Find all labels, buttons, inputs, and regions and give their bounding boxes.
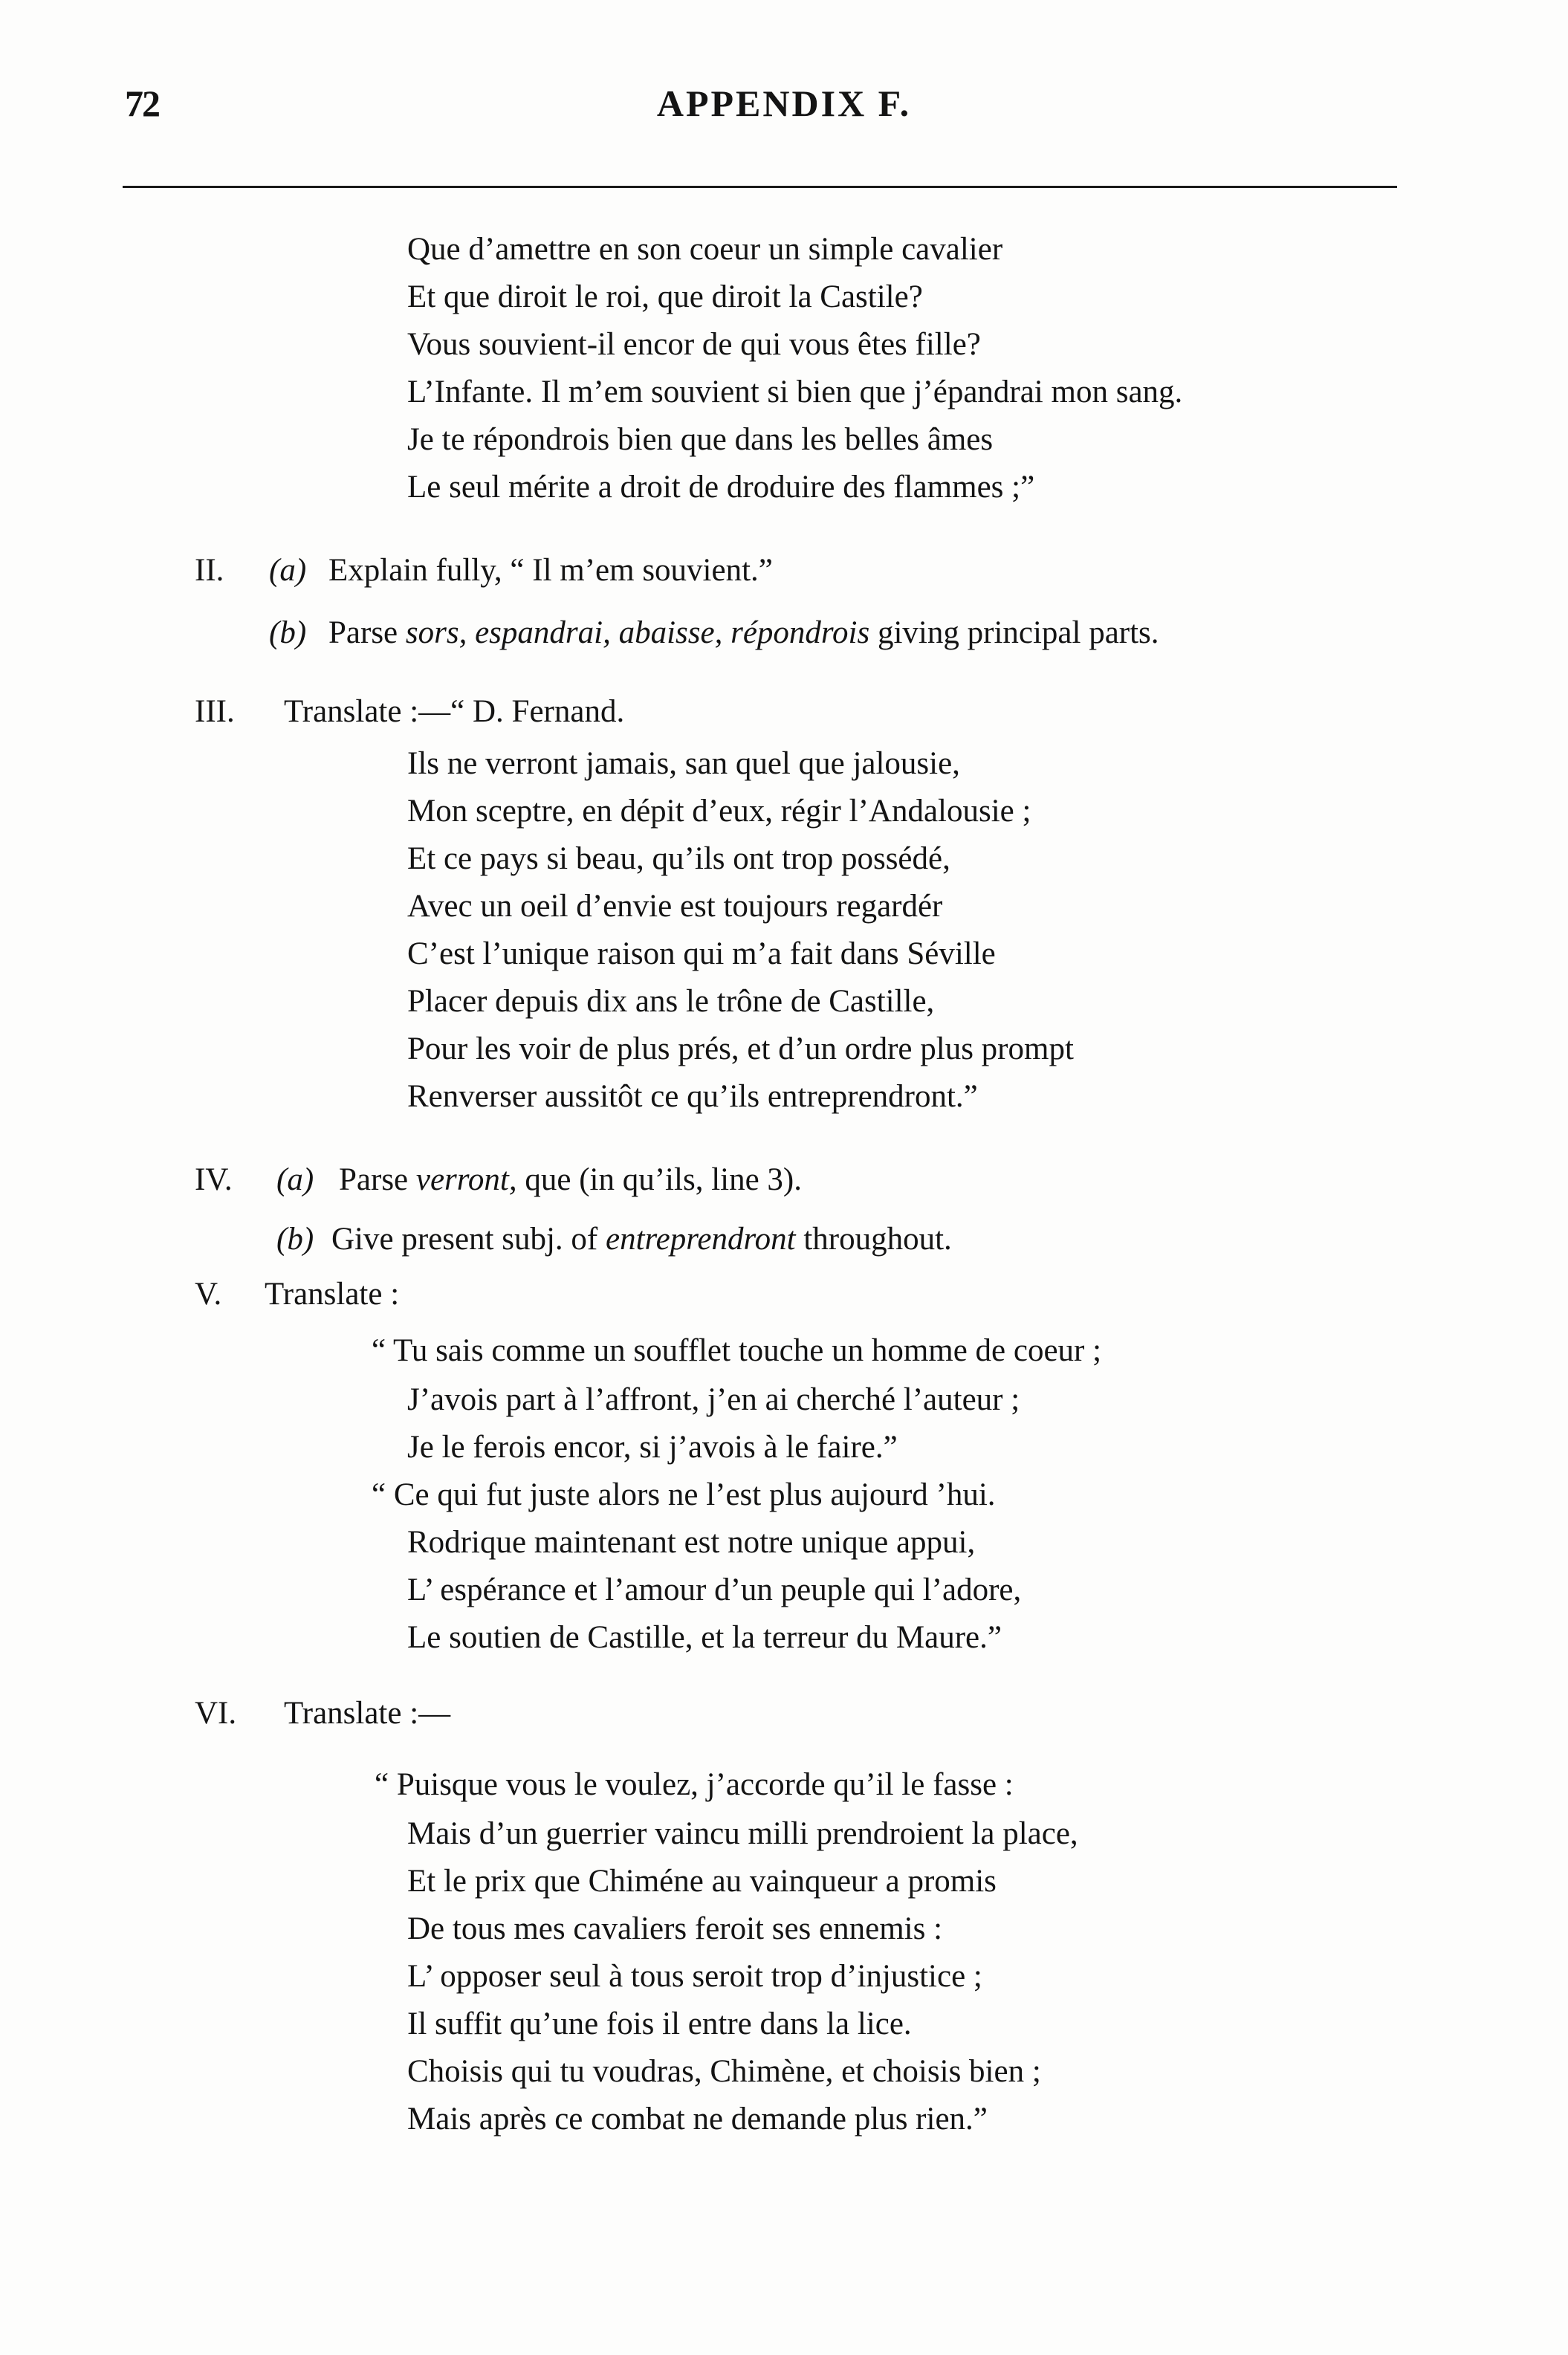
verse-line: Mais après ce combat ne demande plus rien.” bbox=[407, 2102, 988, 2137]
verse-line: “ Puisque vous le voulez, j’accorde qu’il le fasse : bbox=[375, 1767, 1014, 1802]
sub-label: (b) bbox=[276, 1222, 314, 1257]
verse-line: Et que diroit le roi, que diroit la Castile? bbox=[407, 279, 923, 314]
verse-line: Placer depuis dix ans le trône de Castille, bbox=[407, 984, 935, 1019]
verse-line: Pour les voir de plus prés, et d’un ordre plus prompt bbox=[407, 1031, 1074, 1066]
verse-line: C’est l’unique raison qui m’a fait dans Séville bbox=[407, 936, 996, 971]
verse-line: L’ espérance et l’amour d’un peuple qui l’adore, bbox=[407, 1572, 1022, 1607]
question-number: IV. bbox=[195, 1162, 233, 1197]
verse-line: L’Infante. Il m’em souvient si bien que j’épandrai mon sang. bbox=[407, 375, 1183, 409]
verse-line: Avec un oeil d’envie est toujours regardér bbox=[407, 889, 943, 924]
text-fragment: Parse bbox=[339, 1162, 409, 1197]
verse-line: Que d’amettre en son coeur un simple cavalier bbox=[407, 232, 1003, 267]
header-rule bbox=[123, 186, 1397, 188]
verse-line: Choisis qui tu voudras, Chimène, et choisis bien ; bbox=[407, 2054, 1041, 2089]
question-text: Explain fully, “ Il m’em souvient.” bbox=[328, 553, 773, 588]
verse-line: Rodrique maintenant est notre unique appui, bbox=[407, 1525, 976, 1560]
question-intro: Translate :— bbox=[284, 1696, 451, 1731]
running-head: APPENDIX F. bbox=[656, 82, 912, 124]
question-number: III. bbox=[195, 694, 235, 729]
verse-line: Je le ferois encor, si j’avois à le faire.” bbox=[407, 1430, 898, 1465]
verse-line: Je te répondrois bien que dans les belles âmes bbox=[407, 422, 994, 457]
verse-line: Et ce pays si beau, qu’ils ont trop possédé, bbox=[407, 841, 950, 876]
verse-line: Vous souvient-il encor de qui vous êtes fille? bbox=[407, 327, 981, 362]
verse-line: “ Ce qui fut juste alors ne l’est plus aujourd ’hui. bbox=[372, 1477, 996, 1512]
text-fragment: throughout. bbox=[803, 1222, 952, 1257]
verse-line: Mais d’un guerrier vaincu milli prendroient la place, bbox=[407, 1816, 1078, 1851]
sub-label: (a) bbox=[269, 553, 307, 588]
verse-line: Le soutien de Castille, et la terreur du Maure.” bbox=[407, 1620, 1002, 1655]
verse-line: Le seul mérite a droit de droduire des flammes ;” bbox=[407, 470, 1035, 505]
parse-word: entreprendront bbox=[606, 1222, 796, 1257]
question-number: II. bbox=[195, 553, 224, 588]
question-number: VI. bbox=[195, 1696, 237, 1731]
question-intro: Translate :—“ D. Fernand. bbox=[284, 694, 625, 729]
verse-line: Mon sceptre, en dépit d’eux, régir l’Andalousie ; bbox=[407, 794, 1031, 829]
verse-line: J’avois part à l’affront, j’en ai cherché l’auteur ; bbox=[407, 1382, 1020, 1417]
question-text bbox=[328, 617, 1159, 649]
question-number: V. bbox=[195, 1277, 222, 1312]
parse-words: sors, espandrai, abaisse, répondrois bbox=[405, 615, 870, 650]
sub-label: (b) bbox=[269, 615, 307, 650]
verse-line: Renverser aussitôt ce qu’ils entreprendront.” bbox=[407, 1079, 978, 1114]
verse-line: De tous mes cavaliers feroit ses ennemis : bbox=[407, 1911, 943, 1946]
text-fragment: Parse bbox=[328, 615, 398, 650]
text-fragment: giving principal parts. bbox=[877, 615, 1159, 650]
verse-line: Il suffit qu’une fois il entre dans la lice. bbox=[407, 2006, 912, 2041]
verse-line: Et le prix que Chiméne au vainqueur a promis bbox=[407, 1864, 997, 1899]
question-text bbox=[339, 1164, 802, 1196]
text-fragment: que (in qu’ils, line 3). bbox=[525, 1162, 802, 1197]
verse-line: “ Tu sais comme un soufflet touche un homme de coeur ; bbox=[372, 1333, 1102, 1368]
verse-line: L’ opposer seul à tous seroit trop d’injustice ; bbox=[407, 1959, 982, 1994]
page-number: 72 bbox=[125, 82, 159, 124]
question-text bbox=[331, 1223, 952, 1255]
sub-label: (a) bbox=[276, 1162, 314, 1197]
verse-line: Ils ne verront jamais, san quel que jalousie, bbox=[407, 746, 960, 781]
parse-word: verront, bbox=[415, 1162, 517, 1197]
question-intro: Translate : bbox=[265, 1277, 400, 1312]
text-fragment: Give present subj. of bbox=[331, 1222, 598, 1257]
